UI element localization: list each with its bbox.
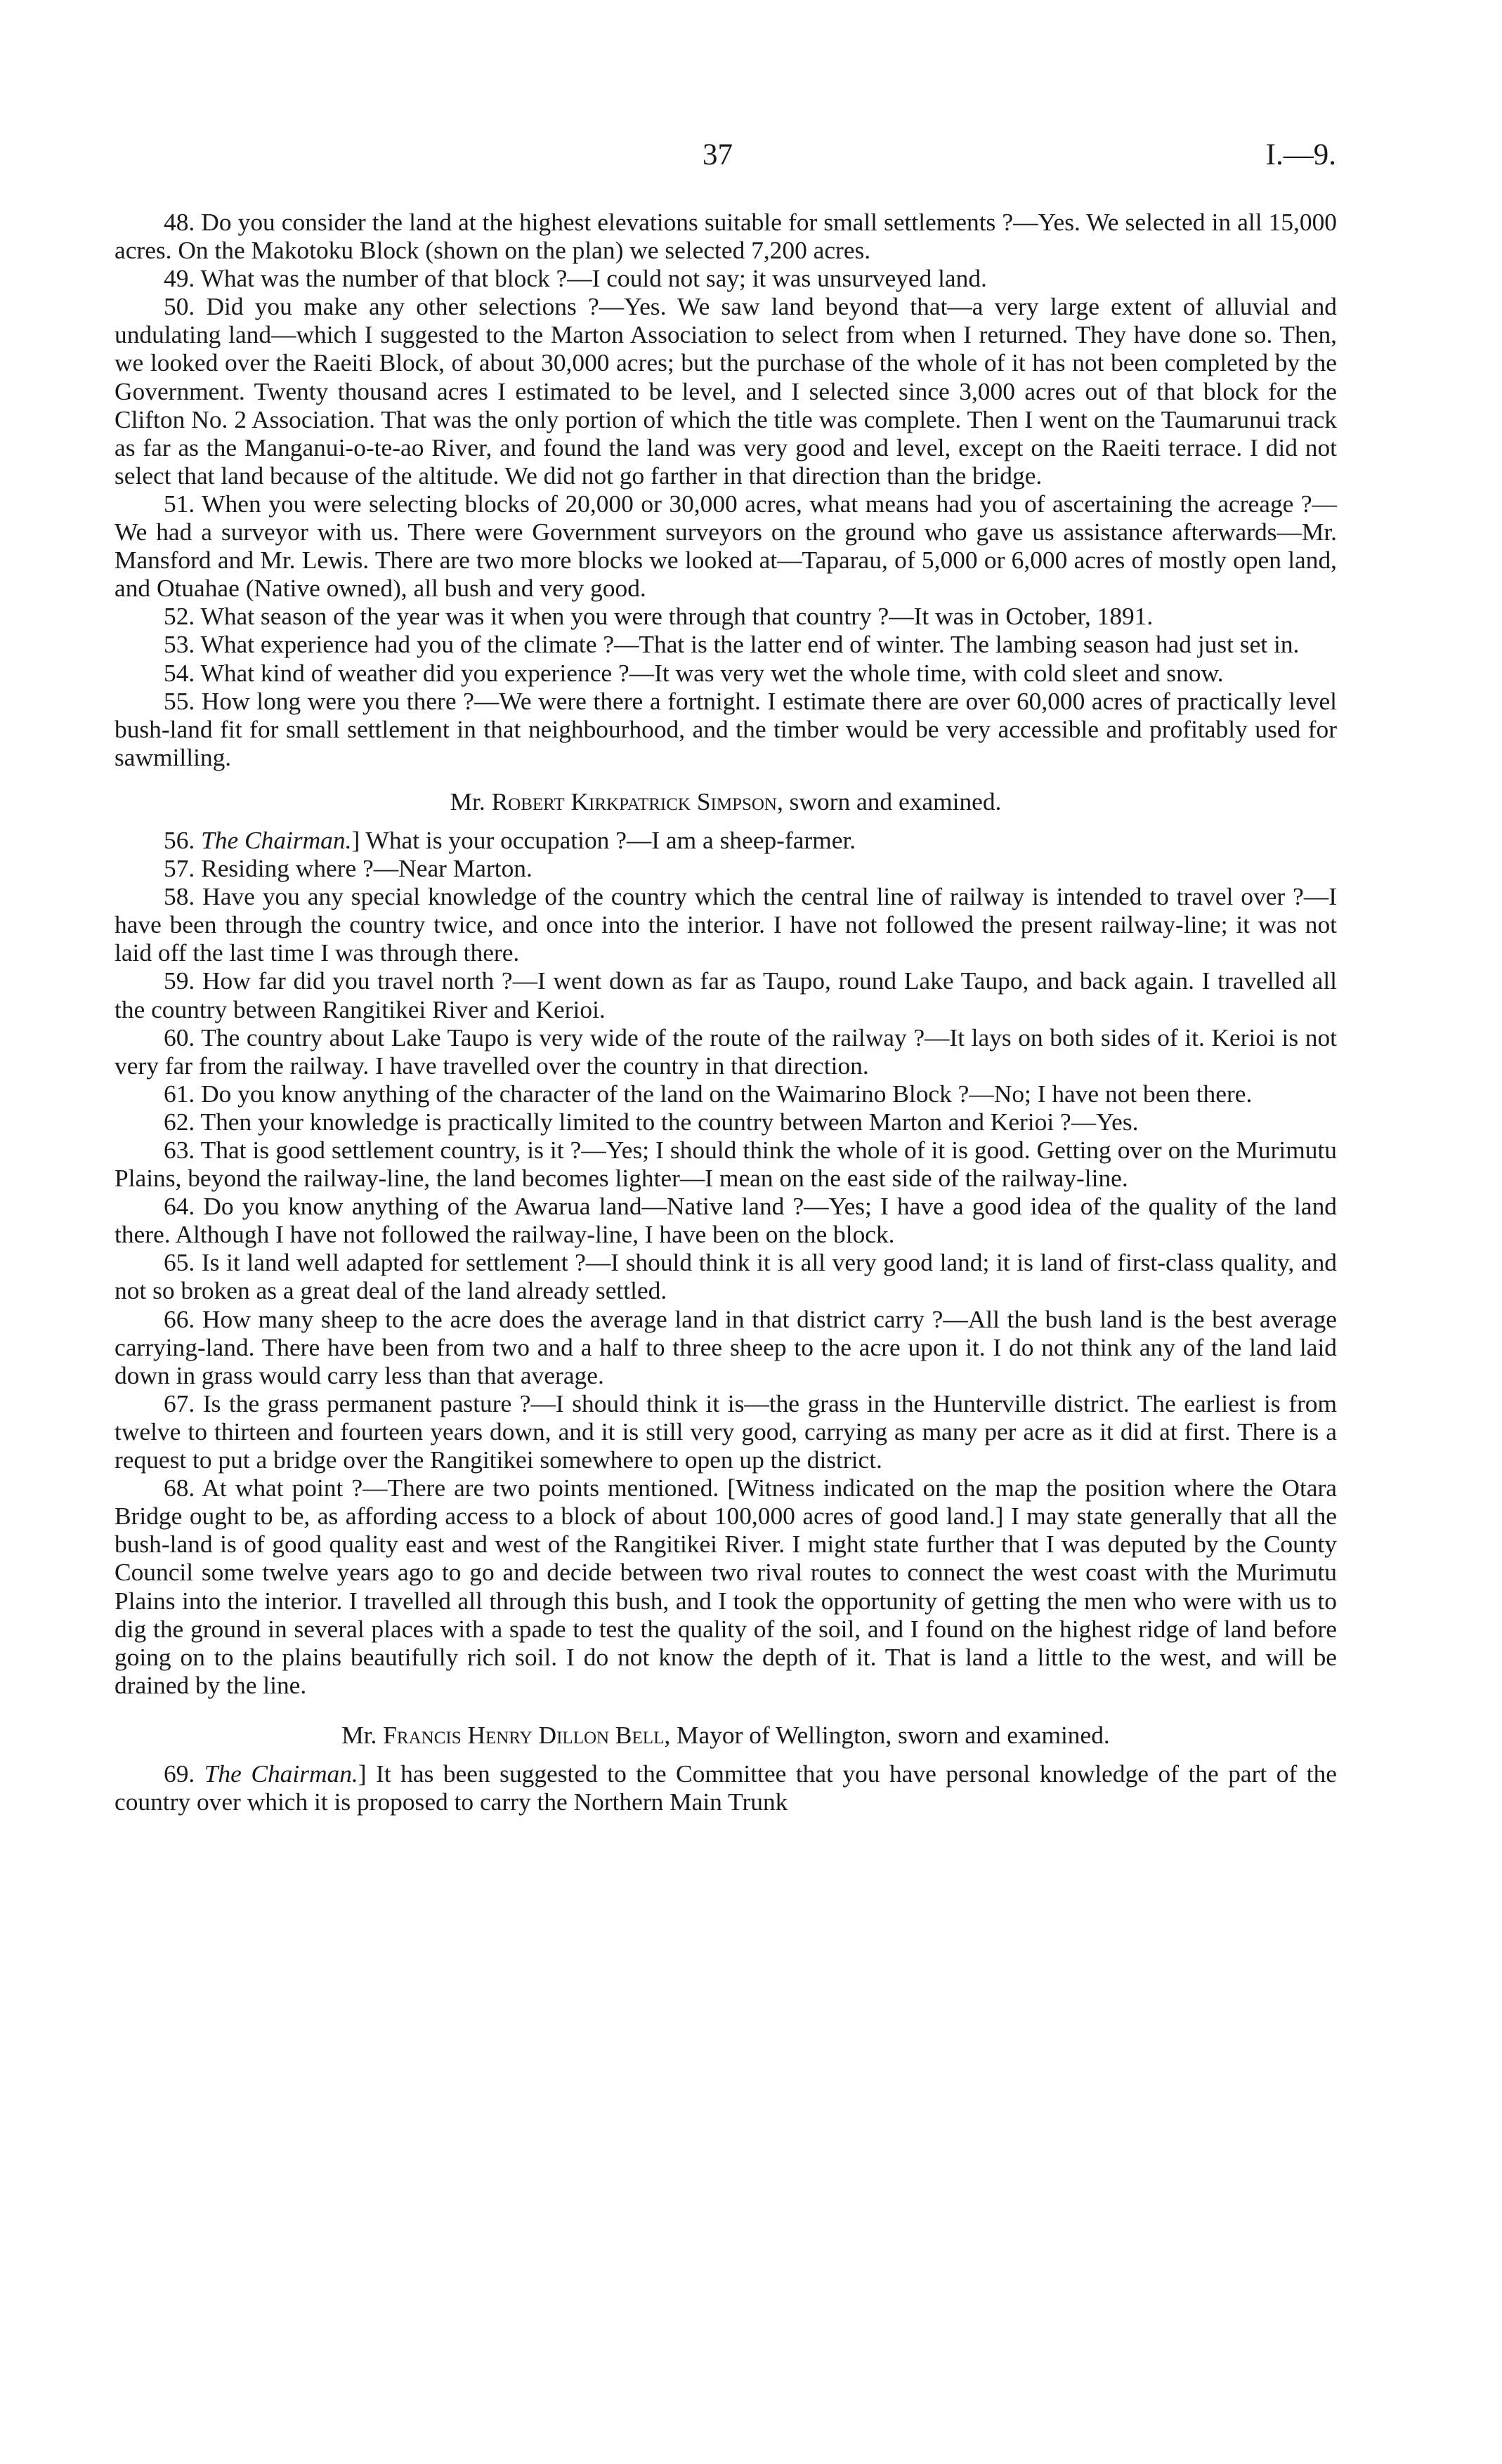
paragraph-59: 59. How far did you travel north ?—I went down as far as Taupo, round Lake Taupo, and back again. I travelled all the country between Rangitikei River and Kerioi. bbox=[115, 966, 1337, 1023]
paragraph-66: 66. How many sheep to the acre does the average land in that district carry ?—All the bush land is the best average carrying-land. There have been from two and a half to three sheep to the acre upon it. I do not think any of the land laid down in grass would carry less than that average. bbox=[115, 1304, 1337, 1389]
document-reference: I.—9. bbox=[1265, 138, 1336, 171]
paragraph-63: 63. That is good settlement country, is it ?—Yes; I should think the whole of it is good. Getting over on the Murimutu Plains, beyond the railway-line, the land becomes lighter—I mean on the east side of the railway-line. bbox=[115, 1136, 1337, 1193]
paragraph-61: 61. Do you know anything of the character of the land on the Waimarino Block ?—No; I have not been there. bbox=[164, 1079, 1253, 1108]
witness-name: Francis Henry Dillon Bell bbox=[383, 1720, 665, 1749]
heading-suffix: , sworn and examined. bbox=[776, 787, 1002, 815]
paragraph-58: 58. Have you any special knowledge of the country which the central line of railway is intended to travel over ?—I have been through the country twice, and once into the interior. I have not followed the present railway-line; it was not laid off the last time I was through there. bbox=[115, 882, 1337, 967]
speaker-label: The Chairman. bbox=[204, 1759, 358, 1788]
question-number: 56. bbox=[164, 825, 202, 854]
page-number: 37 bbox=[703, 138, 733, 171]
question-text: ] What is your occupation ?—I am a sheep-farmer. bbox=[351, 825, 856, 854]
paragraph-53: 53. What experience had you of the climate ?—That is the latter end of winter. The lambing season had just set in. bbox=[164, 630, 1300, 659]
speaker-label: The Chairman. bbox=[201, 825, 352, 854]
witness-heading-simpson bbox=[115, 787, 1337, 815]
question-number: 69. bbox=[164, 1759, 204, 1788]
paragraph-57: 57. Residing where ?—Near Marton. bbox=[164, 854, 533, 883]
heading-suffix: , Mayor of Wellington, sworn and examined. bbox=[664, 1720, 1110, 1749]
page-header bbox=[0, 138, 1502, 180]
paragraph-69 bbox=[115, 1759, 1337, 1816]
heading-prefix: Mr. bbox=[450, 787, 492, 815]
paragraph-49: 49. What was the number of that block ?—I could not say; it was unsurveyed land. bbox=[164, 264, 987, 293]
witness-heading-bell bbox=[115, 1721, 1337, 1749]
body-text bbox=[115, 208, 1337, 1816]
paragraph-52: 52. What season of the year was it when you were through that country ?—It was in October, 1891. bbox=[164, 602, 1154, 631]
paragraph-50: 50. Did you make any other selections ?—Yes. We saw land beyond that—a very large extent of alluvial and undulating land—which I suggested to the Marton Association to select from when I returned. They have done so. Then, we looked over the Raeiti Block, of about 30,000 acres; but the purchase of the whole of it has not been completed by the Government. Twenty thousand acres I estimated to be level, and I selected since 3,000 acres out of that block for the Clifton No. 2 Association. That was the only portion of which the title was complete. Then I went on the Taumarunui track as far as the Manganui-o-te-ao River, and found the land was very good and level, except on the Raeiti terrace. I did not select that land because of the altitude. We did not go farther in that direction than the bridge. bbox=[115, 292, 1337, 490]
paragraph-67: 67. Is the grass permanent pasture ?—I should think it is—the grass in the Hunterville district. The earliest is from twelve to thirteen and fourteen years down, and it is still very good, carrying as many per acre as it did at first. There is a request to put a bridge over the Rangitikei somewhere to open up the district. bbox=[115, 1389, 1337, 1474]
paragraph-62: 62. Then your knowledge is practically limited to the country between Marton and Kerioi ?—Yes. bbox=[164, 1107, 1139, 1136]
witness-name: Robert Kirkpatrick Simpson bbox=[491, 787, 777, 815]
paragraph-51: 51. When you were selecting blocks of 20,000 or 30,000 acres, what means had you of ascertaining the acreage ?—We had a surveyor with us. There were Government surveyors on the ground who gave us assistance afterwards—Mr. Mansford and Mr. Lewis. There are two more blocks we looked at—Taparau, of 5,000 or 6,000 acres of mostly open land, and Otuahae (Native owned), all bush and very good. bbox=[115, 489, 1337, 603]
question-text: ] It has been suggested to the Committee that you have personal knowledge of the part of the country over which it is proposed to carry the Northern Main Trunk bbox=[115, 1759, 1337, 1816]
paragraph-65: 65. Is it land well adapted for settlement ?—I should think it is all very good land; it is land of first-class quality, and not so broken as a great deal of the land already settled. bbox=[115, 1248, 1337, 1305]
paragraph-68: 68. At what point ?—There are two points mentioned. [Witness indicated on the map the position where the Otara Bridge ought to be, as affording access to a block of about 100,000 acres of good land.] I may state generally that all the bush-land is of good quality east and west of the Rangitikei River. I might state further that I was deputed by the County Council some twelve years ago to go and decide between two rival routes to connect the west coast with the Murimutu Plains into the interior. I travelled all through this bush, and I took the opportunity of getting the men who were with us to dig the ground in several places with a spade to test the quality of the soil, and I found on the highest ridge of land before going on to the plains beautifully rich soil. I do not know the depth of it. That is land a little to the west, and will be drained by the line. bbox=[115, 1474, 1337, 1699]
paragraph-60: 60. The country about Lake Taupo is very wide of the route of the railway ?—It lays on both sides of it. Kerioi is not very far from the railway. I have travelled over the country in that direction. bbox=[115, 1023, 1337, 1080]
paragraph-55: 55. How long were you there ?—We were there a fortnight. I estimate there are over 60,000 acres of practically level bush-land fit for small settlement in that neighbourhood, and the timber would be very accessible and profitably used for sawmilling. bbox=[115, 686, 1337, 771]
heading-prefix: Mr. bbox=[341, 1720, 384, 1749]
paragraph-54: 54. What kind of weather did you experience ?—It was very wet the whole time, with cold sleet and snow. bbox=[164, 658, 1224, 687]
paragraph-64: 64. Do you know anything of the Awarua land—Native land ?—Yes; I have a good idea of the quality of the land there. Although I have not followed the railway-line, I have been on the block. bbox=[115, 1192, 1337, 1249]
paragraph-56 bbox=[115, 826, 1337, 854]
paragraph-48: 48. Do you consider the land at the highest elevations suitable for small settlements ?—Yes. We selected in all 15,000 acres. On the Makotoku Block (shown on the plan) we selected 7,200 acres. bbox=[115, 208, 1337, 265]
